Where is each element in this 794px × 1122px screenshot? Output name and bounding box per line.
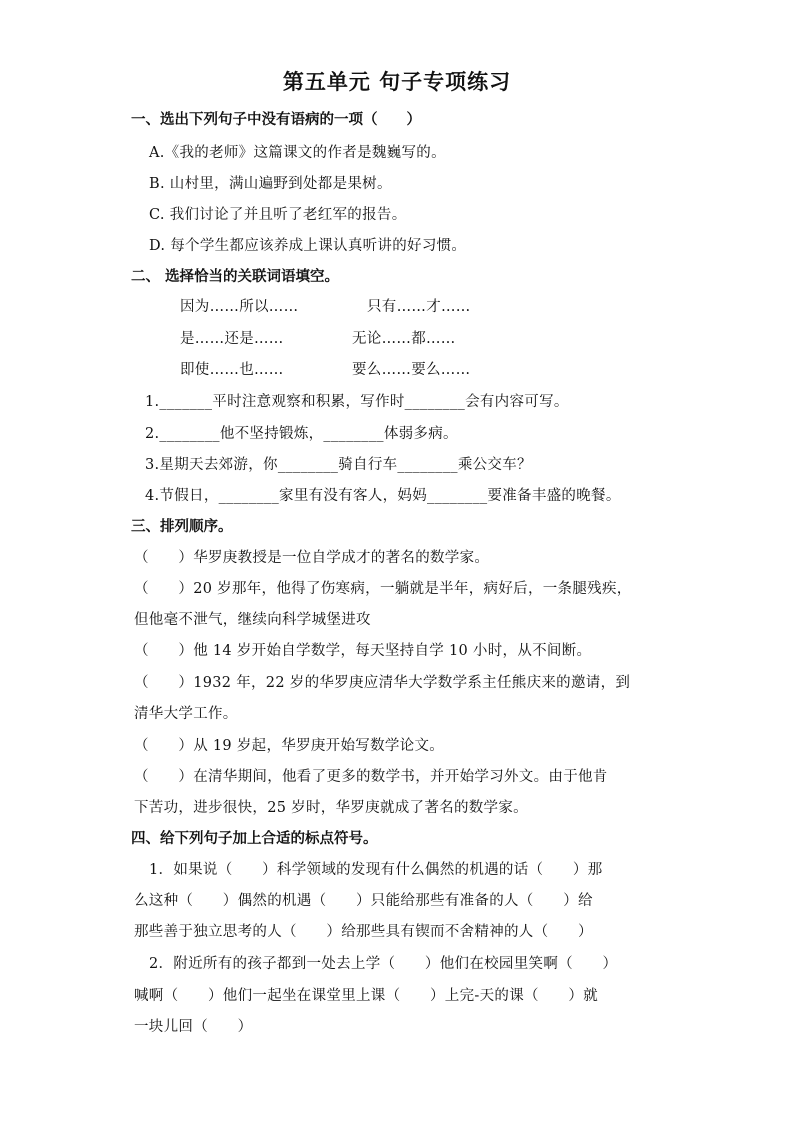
conjunction-word: 要么……要么…… bbox=[352, 362, 471, 378]
order-line: （ ）他 14 岁开始自学数学，每天坚持自学 10 小时，从不间断。 bbox=[134, 643, 592, 659]
order-line: （ ）从 19 岁起，华罗庚开始写数学论文。 bbox=[134, 738, 445, 754]
punctuation-line: 那些善于独立思考的人（ ）给那些具有锲而不舍精神的人（ ） bbox=[134, 924, 593, 940]
option-c: C. 我们讨论了并且听了老红军的报告。 bbox=[149, 207, 407, 223]
punctuation-line: 么这种（ ）偶然的机遇（ ）只能给那些有准备的人（ ）给 bbox=[134, 893, 593, 909]
conjunction-word: 只有……才…… bbox=[367, 299, 471, 315]
section-3-heading: 三、排列顺序。 bbox=[131, 519, 233, 535]
punctuation-line: 2．附近所有的孩子都到一处去上学（ ）他们在校园里笑啊（ ） bbox=[149, 956, 618, 972]
order-line: （ ）在清华期间，他看了更多的数学书，并开始学习外文。由于他肯 bbox=[134, 769, 608, 785]
conjunction-word: 是……还是…… bbox=[180, 331, 284, 347]
conjunction-word: 因为……所以…… bbox=[180, 299, 299, 315]
fill-blank-item: 3.星期天去郊游，你________骑自行车________乘公交车？ bbox=[145, 457, 532, 473]
punctuation-line: 一块儿回（ ） bbox=[134, 1019, 253, 1035]
fill-blank-item: 2.________他不坚持锻炼，________体弱多病。 bbox=[145, 426, 458, 442]
order-line: （ ）1932 年，22 岁的华罗庚应清华大学数学系主任熊庆来的邀请，到 bbox=[134, 675, 631, 691]
conjunction-word: 无论……都…… bbox=[352, 331, 456, 347]
option-d: D. 每个学生都应该养成上课认真听讲的好习惯。 bbox=[149, 238, 467, 254]
conjunction-word: 即使……也…… bbox=[180, 362, 284, 378]
section-2-heading: 二、 选择恰当的关联词语填空。 bbox=[131, 269, 340, 285]
fill-blank-item: 1._______平时注意观察和积累，写作时________会有内容可写。 bbox=[145, 394, 569, 410]
fill-blank-item: 4.节假日，________家里有没有客人，妈妈________要准备丰盛的晚餐。 bbox=[145, 488, 621, 504]
order-line: 下苦功，进步很快，25 岁时，华罗庚就成了著名的数学家。 bbox=[134, 800, 528, 816]
order-line: 但他毫不泄气，继续向科学城堡进攻 bbox=[134, 612, 371, 628]
option-a: A.《我的老师》这篇课文的作者是魏巍写的。 bbox=[149, 145, 446, 161]
order-line: （ ）20 岁那年，他得了伤寒病，一躺就是半年，病好后，一条腿残疾， bbox=[134, 581, 632, 597]
page-title: 第五单元 句子专项练习 bbox=[282, 70, 512, 94]
section-1-heading: 一、选出下列句子中没有语病的一项（ ） bbox=[131, 112, 421, 128]
order-line: （ ）华罗庚教授是一位自学成才的著名的数学家。 bbox=[134, 550, 490, 566]
punctuation-line: 喊啊（ ）他们一起坐在课堂里上课（ ）上完-天的课（ ）就 bbox=[134, 988, 598, 1004]
option-b: B. 山村里，满山遍野到处都是果树。 bbox=[149, 176, 392, 192]
punctuation-line: 1．如果说（ ）科学领域的发现有什么偶然的机遇的话（ ）那 bbox=[149, 862, 603, 878]
section-4-heading: 四、给下列句子加上合适的标点符号。 bbox=[131, 831, 378, 847]
order-line: 清华大学工作。 bbox=[134, 706, 238, 722]
